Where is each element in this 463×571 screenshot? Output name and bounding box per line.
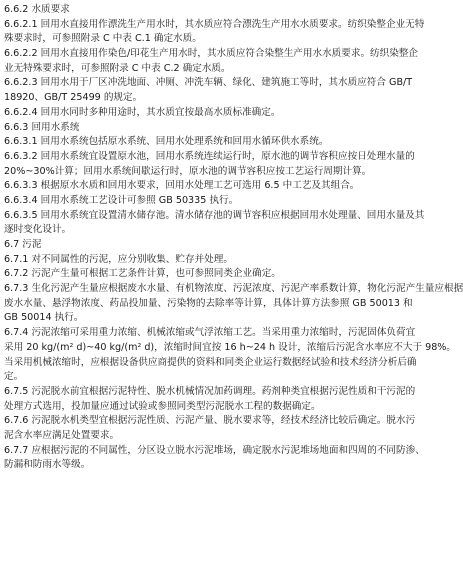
paragraph-6-6-3-2-line2: 20%~30%计算；回用水系统间歇运行时，原水池的调节容积应按工艺运行周期计算。	[4, 165, 372, 177]
paragraph-6-7-4-line4: 定。	[4, 371, 24, 383]
paragraph-6-6-3-3: 6.6.3.3 根据原水水质和回用水要求，回用水处理工艺可选用 6.5 中工艺及其组合。	[4, 180, 360, 192]
paragraph-6-7-5-line2: 处理方式选用，投加量应通过试验或参照同类型污泥脱水工程的数据确定。	[4, 400, 321, 412]
paragraph-6-6-3-5-line2: 逐时变化设计。	[4, 224, 72, 236]
paragraph-6-7-3-line2: 废水水量、悬浮物浓度、药品投加量、污染物的去除率等计算，具体计算方法参照 GB 50013 和	[4, 297, 413, 309]
paragraph-6-7-6-line2: 泥含水率应满足处置要求。	[4, 429, 120, 441]
paragraph-6-6-2-4: 6.6.2.4 回用水同时多种用途时，其水质宜按最高水质标准确定。	[4, 106, 281, 118]
section-heading-6-7: 6.7 污泥	[4, 239, 42, 250]
paragraph-6-7-7-line2: 防漏和防雨水等级。	[4, 459, 91, 471]
paragraph-6-7-4-line3: 当采用机械浓缩时，应根据设备供应商提供的资料和同类企业运行数据经试验和技术经济分析后确	[4, 356, 417, 368]
paragraph-6-6-2-3-line2: 18920、GB/T 25499 的规定。	[4, 92, 143, 104]
paragraph-6-7-4-line1: 6.7.4 污泥浓缩可采用重力浓缩、机械浓缩或气浮浓缩工艺。当采用重力浓缩时，污泥固体负荷宜	[4, 327, 416, 339]
paragraph-6-7-5-line1: 6.7.5 污泥脱水前宜根据污泥特性、脱水机械情况加药调理。药剂种类宜根据污泥性质和干污泥的	[4, 385, 416, 397]
section-heading-6-6-2: 6.6.2 水质要求	[4, 4, 70, 15]
paragraph-6-7-1: 6.7.1 对不同属性的污泥，应分别收集、贮存并处理。	[4, 253, 233, 265]
paragraph-6-7-4-line2: 采用 20 kg/(m² d)~40 kg/(m² d)，浓缩时间宜按 16 h~24 h 设计，浓缩后污泥含水率应不大于 98%。	[4, 341, 457, 353]
paragraph-6-6-2-2-line1: 6.6.2.2 回用水直接用作染色/印花生产用水时，其水质应符合染整生产用水水质要求。纺织染整企	[4, 48, 419, 60]
paragraph-6-6-2-1-line1: 6.6.2.1 回用水直接用作漂洗生产用水时，其水质应符合漂洗生产用水水质要求。纺织染整企业无特	[4, 18, 425, 30]
paragraph-6-7-3-line3: GB 50014 执行。	[4, 312, 84, 324]
paragraph-6-6-2-2-line2: 业无特殊要求时，可参照附录 C 中表 C.2 确定水质。	[4, 62, 231, 74]
paragraph-6-6-3-5-line1: 6.6.3.5 回用水系统宜设置清水储存池。清水储存池的调节容积应根据回用水处理量、回用水量及其	[4, 209, 425, 221]
paragraph-6-6-3-2-line1: 6.6.3.2 回用水系统宜设置原水池，回用水系统连续运行时，原水池的调节容积应按日处理水量的	[4, 150, 415, 162]
paragraph-6-7-7-line1: 6.7.7 应根据污泥的不同属性，分区设立脱水污泥堆场，确定脱水污泥堆场地面和四周的不同防渗、	[4, 444, 425, 456]
paragraph-6-6-3-4: 6.6.3.4 回用水系统工艺设计可参照 GB 50335 执行。	[4, 194, 239, 206]
paragraph-6-7-2: 6.7.2 污泥产生量可根据工艺条件计算，也可参照同类企业确定。	[4, 268, 281, 280]
paragraph-6-7-3-line1: 6.7.3 生化污泥产生量应根据废水水量、有机物浓度、污泥浓度、污泥产率系数计算，物化污泥产生量应根据	[4, 283, 463, 295]
section-heading-6-6-3: 6.6.3 回用水系统	[4, 121, 80, 133]
paragraph-6-6-2-1-line2: 殊要求时，可参照附录 C 中表 C.1 确定水质。	[4, 33, 202, 45]
paragraph-6-6-2-3-line1: 6.6.2.3 回用水用于厂区冲洗地面、冲厕、冲洗车辆、绿化、建筑施工等时，其水质应符合 GB/T	[4, 77, 413, 89]
paragraph-6-6-3-1: 6.6.3.1 回用水系统包括原水系统、回用水处理系统和回用水循环供水系统。	[4, 136, 329, 148]
paragraph-6-7-6-line1: 6.7.6 污泥脱水机类型宜根据污泥性质、污泥产量、脱水要求等，经技术经济比较后确定。脱水污	[4, 415, 416, 427]
